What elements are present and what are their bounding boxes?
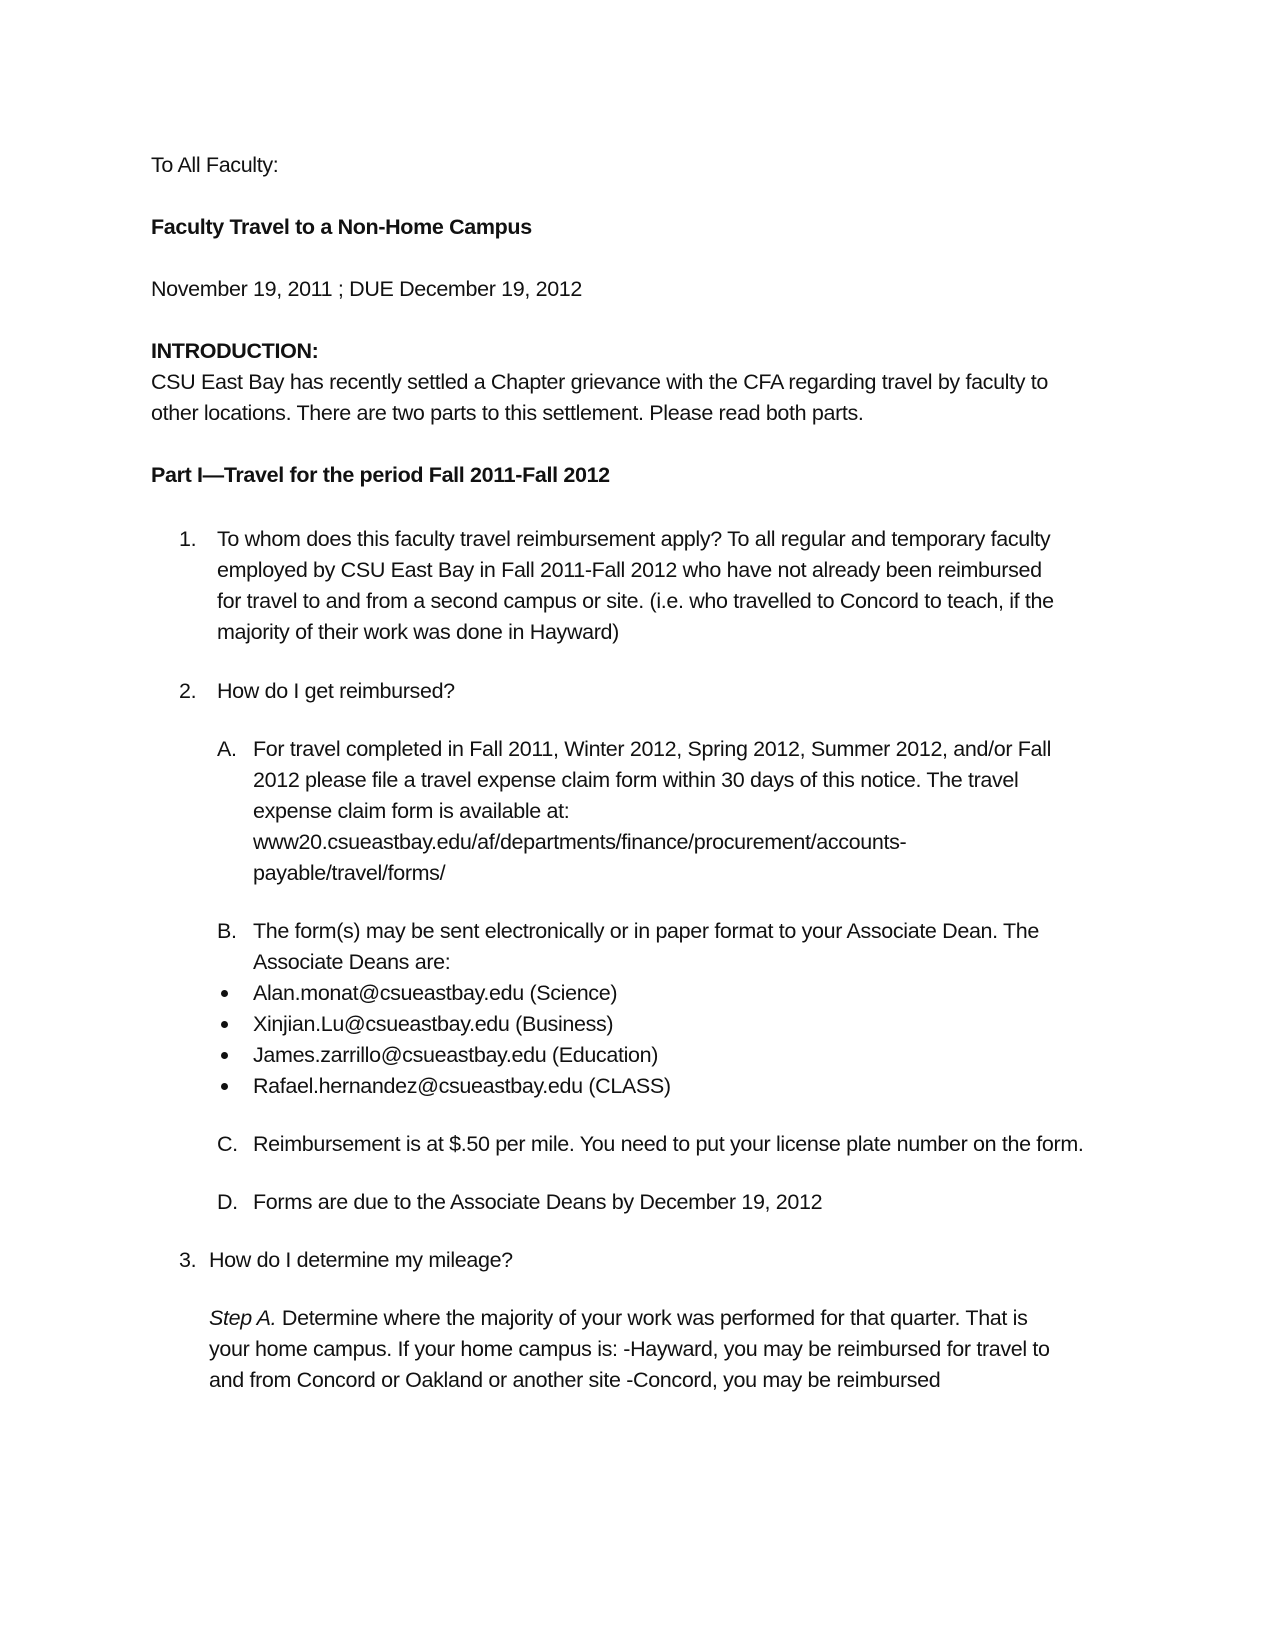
list-item bbox=[151, 676, 1111, 707]
sub-list-item bbox=[151, 1187, 1111, 1218]
sub-list-item-text: Reimbursement is at $.50 per mile. You need to put your license plate number on the form. bbox=[253, 1132, 1084, 1156]
part1-heading: Part I—Travel for the period Fall 2011-Fall 2012 bbox=[151, 463, 610, 487]
list-item bbox=[151, 1245, 1111, 1276]
introduction-heading: INTRODUCTION: bbox=[151, 339, 319, 363]
date-line: November 19, 2011 ; DUE December 19, 2012 bbox=[151, 277, 583, 301]
form-url-line-2[interactable]: payable/travel/forms/ bbox=[253, 861, 446, 885]
bullet-icon bbox=[221, 1021, 228, 1028]
sub-list-item-text: The form(s) may be sent electronically or in paper format to your Associate Dean. The Associate Deans are: bbox=[253, 919, 1040, 974]
dean-list-item bbox=[151, 1071, 1111, 1102]
sub-list-item bbox=[151, 734, 1093, 889]
form-url-line-1[interactable]: www20.csueastbay.edu/af/departments/finance/procurement/accounts- bbox=[253, 830, 907, 854]
list-number: 1. bbox=[179, 527, 197, 551]
step-a-text: Determine where the majority of your work was performed for that quarter. That is your home campus. If your home campus is: -Hayward, you may be reimbursed for travel to and from Concord or Oakland or another site -Concord, you may be reimbursed bbox=[209, 1306, 1050, 1392]
introduction-body: CSU East Bay has recently settled a Chapter grievance with the CFA regarding travel by faculty to other locations. There are two parts to this settlement. Please read both parts. bbox=[151, 370, 1048, 425]
dean-email[interactable]: Alan.monat@csueastbay.edu (Science) bbox=[253, 981, 618, 1005]
sub-list-item bbox=[151, 1129, 1093, 1160]
dean-email[interactable]: Rafael.hernandez@csueastbay.edu (CLASS) bbox=[253, 1074, 671, 1098]
list-number: 2. bbox=[179, 679, 197, 703]
salutation: To All Faculty: bbox=[151, 153, 279, 177]
dean-email[interactable]: Xinjian.Lu@csueastbay.edu (Business) bbox=[253, 1012, 614, 1036]
bullet-icon bbox=[221, 1052, 228, 1059]
step-a-paragraph bbox=[151, 1303, 1071, 1396]
sub-list-letter: C. bbox=[217, 1132, 238, 1156]
list-number: 3. bbox=[179, 1248, 197, 1272]
dean-list-item bbox=[151, 1040, 1111, 1071]
list-item-text: How do I determine my mileage? bbox=[209, 1248, 513, 1272]
document-page bbox=[151, 150, 1111, 1396]
dean-email[interactable]: James.zarrillo@csueastbay.edu (Education) bbox=[253, 1043, 659, 1067]
bullet-icon bbox=[221, 990, 228, 997]
dean-list-item bbox=[151, 1009, 1111, 1040]
step-a-label: Step A. bbox=[209, 1306, 277, 1330]
associate-deans-list bbox=[151, 978, 1111, 1102]
dean-list-item bbox=[151, 978, 1111, 1009]
sub-list-letter: B. bbox=[217, 919, 237, 943]
sub-list-item bbox=[151, 916, 1113, 978]
sub-list-letter: D. bbox=[217, 1190, 238, 1214]
sub-list-item-text: For travel completed in Fall 2011, Winter 2012, Spring 2012, Summer 2012, and/or Fall 2012 please file a travel expense claim form within 30 days of this notice. The travel expense claim form is available at: bbox=[253, 737, 1052, 823]
sub-list-letter: A. bbox=[217, 737, 237, 761]
list-item-text: How do I get reimbursed? bbox=[217, 679, 455, 703]
document-title: Faculty Travel to a Non-Home Campus bbox=[151, 215, 532, 239]
list-item bbox=[151, 524, 1067, 648]
sub-list-item-text: Forms are due to the Associate Deans by December 19, 2012 bbox=[253, 1190, 823, 1214]
bullet-icon bbox=[221, 1083, 228, 1090]
list-item-text: To whom does this faculty travel reimbursement apply? To all regular and temporary faculty employed by CSU East Bay in Fall 2011-Fall 2012 who have not already been reimbursed for travel to and from a second campus or site. (i.e. who travelled to Concord to teach, if the majority of their work was done in Hayward) bbox=[217, 527, 1054, 644]
introduction-section bbox=[151, 336, 1111, 429]
